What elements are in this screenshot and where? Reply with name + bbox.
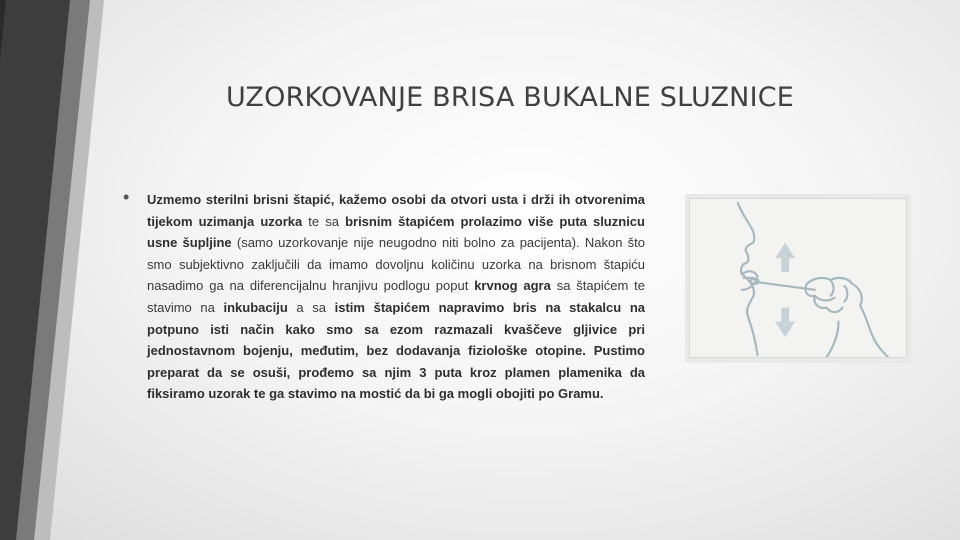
emphasized-text: inkubaciju [223,299,288,315]
bullet-marker: • [123,187,130,207]
paragraph-text: sa štapićem te stavimo na [147,278,645,315]
decorative-side-stripes [0,0,140,540]
cheek-swab-drawing [690,199,906,357]
swab-illustration [689,198,907,358]
up-down-arrow [775,242,795,337]
paragraph-text: te sa [302,213,346,229]
paragraph-text: a sa [287,299,335,315]
emphasized-text: Uzmemo sterilni brisni štapić, kažemo osobi da otvori usta i drži ih otvorenima tijekom uzimanja uzorka [147,192,645,229]
emphasized-text: istim štapićem napravimo bris na stakalcu na potpuno isti način kako smo sa ezom razmazali kvaščeve gljivice pri jednostavnom bojenju, međutim, bez dodavanja fiziološke otopine. Pustimo preparat da se osuši, prođemo sa njim 3 puta kroz plamen plamenika da fiksiramo uzorak te ga stavimo na mostić da bi ga mogli obojiti po Gramu. [147,299,645,402]
emphasized-text: krvnog agra [474,278,551,294]
slide-title: UZORKOVANJE BRISA BUKALNE SLUZNICE [225,82,795,113]
emphasized-text: brisnim štapićem prolazimo više puta sluznicu usne šupljine [147,213,645,251]
body-paragraph [147,189,645,405]
paragraph-text: (samo uzorkovanje nije neugodno niti bolno za pacijenta). Nakon što smo subjektivno zaključili da imamo dovoljnu količinu uzorka na brisnom štapiću nasadimo ga na diferencijalnu hranjivu podlogu poput [147,235,646,294]
